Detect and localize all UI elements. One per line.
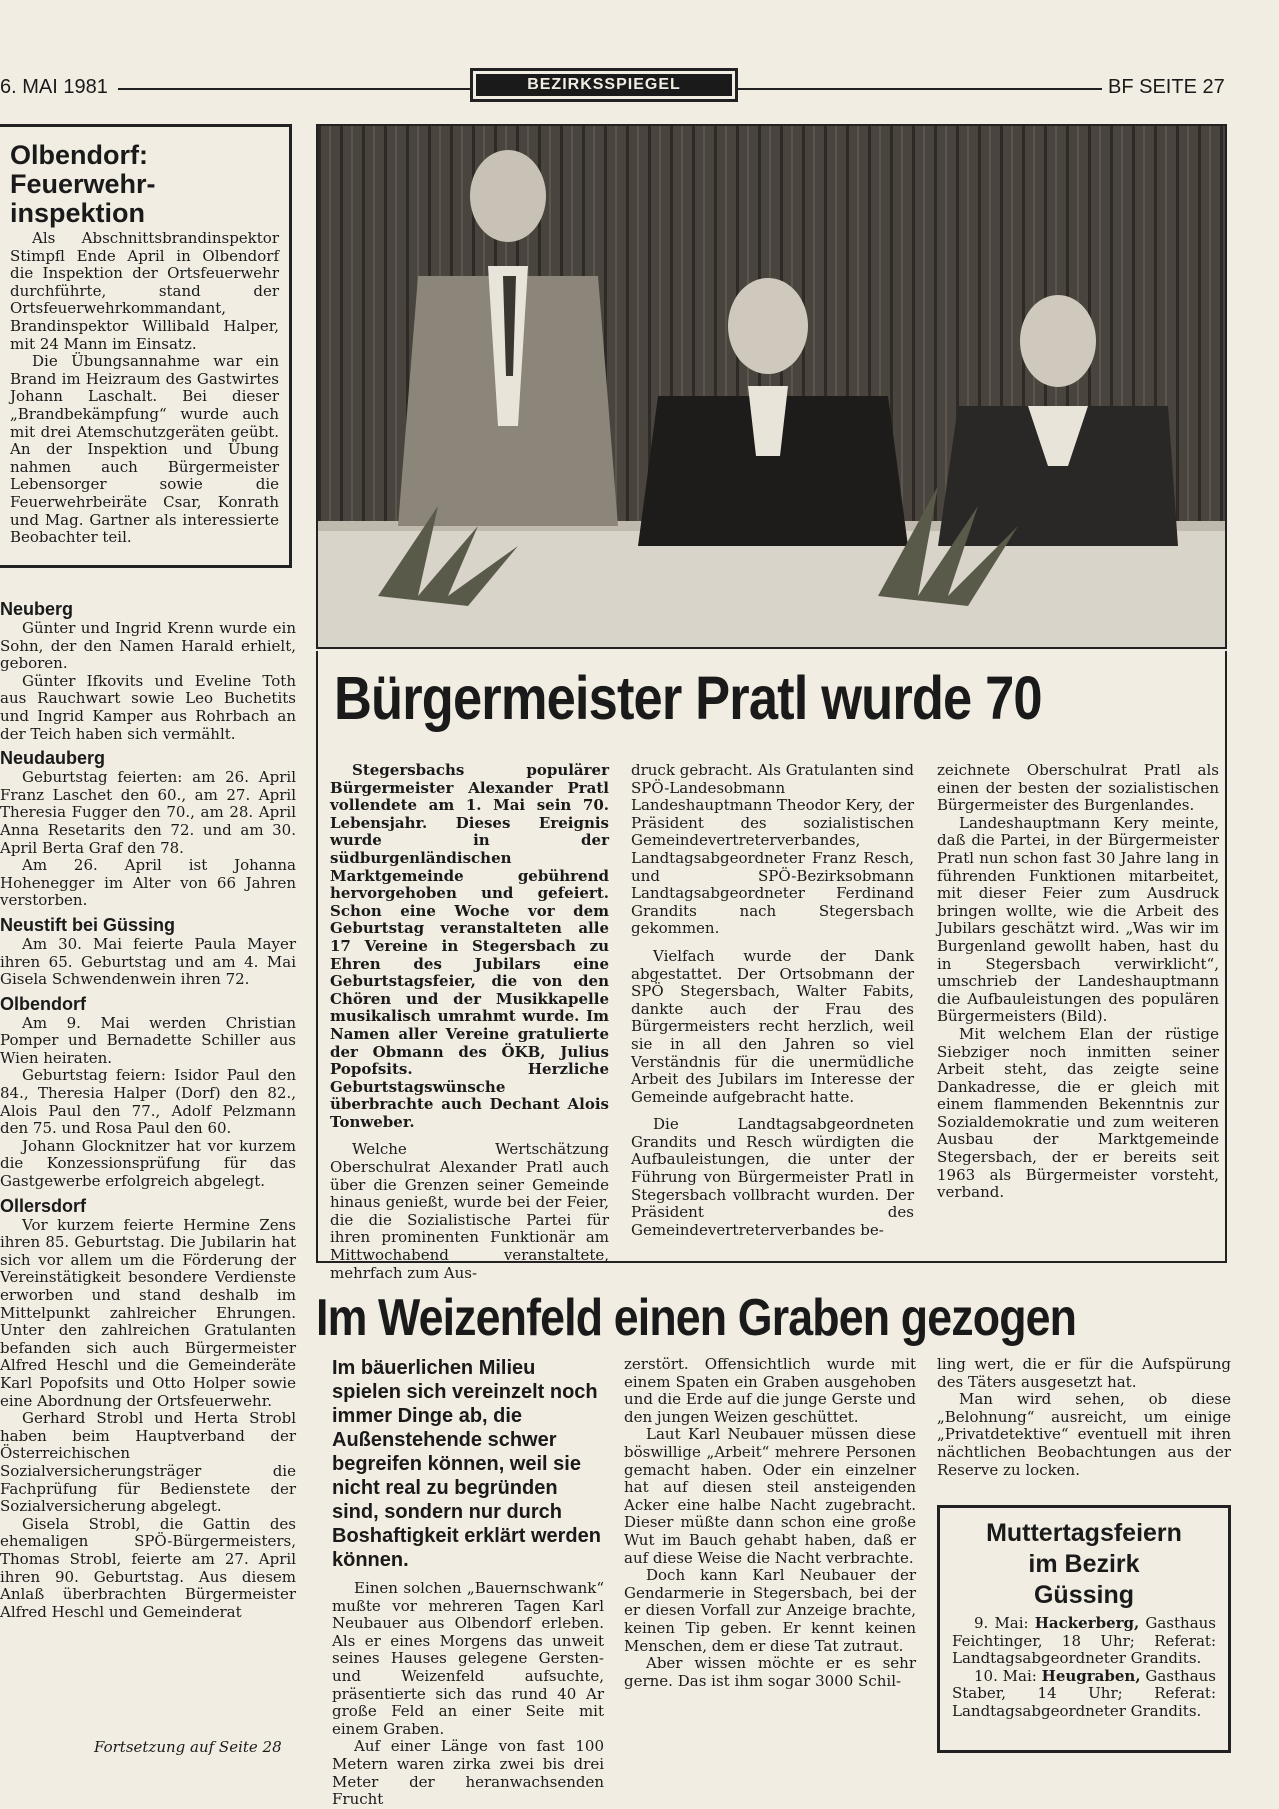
header-rule-left bbox=[118, 88, 470, 90]
section-title-neudauberg: Neudauberg bbox=[0, 748, 106, 769]
weizen-lead: Im bäuerlichen Milieu spielen sich vereinzelt noch immer Dinge ab, die Außenstehende schwer begreifen können, weil sie nicht real zu begründen sind, sondern nur durch Boshaftigkeit erklärt werden können. bbox=[332, 1357, 601, 1571]
news-paragraph: Günter Ifkovits und Eveline Toth aus Rauchwart sowie Leo Buchetits und Ingrid Kamper aus Rohrbach an der Teich haben sich vermählt. bbox=[0, 671, 296, 743]
continuation-note: Fortsetzung auf Seite 28 bbox=[94, 1738, 282, 1756]
pratl-column-2 bbox=[631, 762, 914, 1239]
weizen-paragraph: Laut Karl Neubauer müssen diese böswillige „Arbeit“ mehrere Personen gemacht haben. Oder ein einzelner hat auf diesen steil ansteigenden Acker eine halbe Nacht zugebracht. Dieser müßte dann schon eine große Wut im Bauch gehabt haben, daß er auf diese Weise die Nacht verbrachte. bbox=[624, 1425, 916, 1567]
muttertag-item: 10. Mai: Heugraben, Gasthaus Staber, 14 Uhr; Referat: Landtagsabgeordneter Grandits. bbox=[952, 1666, 1216, 1720]
pratl-paragraph: Welche Wertschätzung Oberschulrat Alexander Pratl auch über die Grenzen seiner Gemeinde hinaus genießt, wurde bei der Feier, die die Sozialistische Partei für ihren prominenten Funktionär am Mittwochabend veranstaltete, mehrfach zum Aus- bbox=[330, 1140, 609, 1282]
section-title-olbendorf: Olbendorf bbox=[0, 993, 86, 1014]
news-paragraph: Am 26. April ist Johanna Hohenegger im Alter von 66 Jahren verstorben. bbox=[0, 856, 296, 910]
left-news-column bbox=[0, 598, 300, 1621]
olbendorf-box-paragraph: Die Übungsannahme war ein Brand im Heizraum des Gastwirtes Johann Laschalt. Bei dieser „Brandbekämpfung“ wurde auch mit drei Atemschutzgeräten geübt. An der Inspektion und Übung nahmen auch Bürgermeister Lebensorger sowie die Feuerwehrbeiräte Csar, Konrath und Mag. Gartner als interessierte Beobachter teil. bbox=[10, 352, 279, 547]
section-title-ollersdorf: Ollersdorf bbox=[0, 1195, 87, 1216]
page-number: BF SEITE 27 bbox=[1108, 76, 1225, 98]
section-title-neuberg: Neuberg bbox=[0, 599, 74, 619]
photo-illustration bbox=[318, 126, 1225, 647]
news-paragraph: Geburtstag feierten: am 26. April Franz Laschet den 60., am 27. April Theresia Fugger den 70., am 28. April Anna Resetarits den 72. und am 30. April Berta Graf den 78. bbox=[0, 768, 296, 857]
weizen-paragraph: Man wird sehen, ob diese „Belohnung“ ausreicht, um einige „Privatdetektive“ eventuell mit ihren nächtlichen Beobachtungen aus der Reserve zu locken. bbox=[937, 1390, 1231, 1479]
pratl-paragraph: Landeshauptmann Kery meinte, daß die Partei, in der Bürgermeister Pratl nun schon fast 30 Jahre lang in führenden Funktionen mitarbeitet, mit dieser Feier zum Ausdruck bringen wollte, wie die Arbeit des Jubilars geschätzt wird. „Was wir im Burgenland gewollt haben, hast du in Stegersbach verwirklicht“, umschrieb der Landeshauptmann die Aufbauleistungen des populären Bürgermeisters (Bild). bbox=[937, 813, 1219, 1026]
weizen-paragraph: Einen solchen „Bauernschwank“ mußte vor mehreren Tagen Karl Neubauer aus Olbendorf erleben. Als er eines Morgens das unweit seines Hauses gelegene Gersten- und Weizenfeld aufsuchte, präsentierte sich das rund 40 Ar große Feld an einer Seite mit einem Graben. bbox=[332, 1579, 604, 1738]
pratl-paragraph: druck gebracht. Als Gratulanten sind SPÖ-Landesobmann Landeshauptmann Theodor Kery, der Präsident des sozialistischen Gemeindevertreterverbandes, Landtagsabgeordneter Franz Resch, und SPÖ-Bezirksobmann Landtagsabgeordneter Ferdinand Grandits nach Stegersbach gekommen. bbox=[631, 761, 914, 938]
weizen-paragraph: Aber wissen möchte er es sehr gerne. Das ist ihm sogar 3000 Schil- bbox=[624, 1654, 916, 1690]
section-title-neustift: Neustift bei Güssing bbox=[0, 914, 176, 935]
olbendorf-feuerwehr-box bbox=[0, 124, 292, 568]
weizen-paragraph: Auf einer Länge von fast 100 Metern waren zirka zwei bis drei Meter der heranwachsenden Frucht bbox=[332, 1737, 604, 1809]
news-paragraph: Vor kurzem feierte Hermine Zens ihren 85. Geburtstag. Die Jubilarin hat sich vor allem um die Förderung der Vereinstätigkeit besondere Verdienste erworben und stand deshalb im Mittelpunkt zahlreicher Ehrungen. Unter den zahlreichen Gratulanten befanden sich auch Bürgermeister Alfred Heschl und die Gemeinderäte Karl Popofsits und Otto Holper sowie eine Abordnung der Ortsfeuerwehr. bbox=[0, 1215, 296, 1410]
weizen-paragraph: Doch kann Karl Neubauer der Gendarmerie in Stegersbach, bei der er diesen Vorfall zur Anzeige brachte, keinen Tip geben. Er kennt keinen Menschen, dem er diese Tat zutraut. bbox=[624, 1566, 916, 1655]
pratl-headline: Bürgermeister Pratl wurde 70 bbox=[334, 664, 1042, 732]
section-label: BEZIRKSSPIEGEL bbox=[476, 74, 732, 96]
muttertag-title: Muttertagsfeiern im Bezirk Güssing bbox=[986, 1519, 1182, 1609]
pratl-lead: Stegersbachs populärer Bürgermeister Alexander Pratl vollendete am 1. Mai sein 70. Lebensjahr. Dieses Ereignis wurde in der südburgenländischen Marktgemeinde gebührend hervorgehoben und gefeiert. Schon eine Woche vor dem Geburtstag veranstalteten alle 17 Vereine in Stegersbach zu Ehren des Jubilars eine Geburtstagsfeier, die von den Chören und der Musikkapelle musikalisch umrahmt wurde. Im Namen aller Vereine gratulierte der Obmann des ÖKB, Julius Popofsits. Herzliche Geburtstagswünsche überbrachte auch Dechant Alois Tonweber. bbox=[330, 761, 609, 1131]
weizen-paragraph: ling wert, die er für die Aufspürung des Täters ausgesetzt hat. bbox=[937, 1355, 1231, 1391]
pratl-photo bbox=[316, 124, 1227, 649]
news-paragraph: Günter und Ingrid Krenn wurde ein Sohn, der den Namen Harald erhielt, geboren. bbox=[0, 619, 296, 673]
issue-date: 6. MAI 1981 bbox=[0, 76, 108, 98]
weizen-column-2 bbox=[624, 1356, 916, 1690]
pratl-paragraph: Mit welchem Elan der rüstige Siebziger noch inmitten seiner Arbeit steht, das zeigte seine Dankadresse, die er gleich mit einem flammenden Bekenntnis zur Sozialdemokratie und zum weiteren Ausbau der Marktgemeinde Stegersbach, der er bereits seit 1963 als Bürgermeister vorsteht, verband. bbox=[937, 1024, 1219, 1202]
pratl-paragraph: zeichnete Oberschulrat Pratl als einen der besten der sozialistischen Bürgermeister des Burgenlandes. bbox=[937, 761, 1219, 815]
news-paragraph: Am 30. Mai feierte Paula Mayer ihren 65. Geburtstag und am 4. Mai Gisela Schwendenwein ihren 72. bbox=[0, 934, 296, 989]
news-paragraph: Johann Glocknitzer hat vor kurzem die Konzessionsprüfung für das Gastgewerbe erfolgreich abgelegt. bbox=[0, 1136, 296, 1191]
weizen-column-1 bbox=[332, 1356, 604, 1809]
weizen-paragraph: zerstört. Offensichtlich wurde mit einem Spaten ein Graben ausgehoben und die Erde auf die junge Gerste und den jungen Weizen geschüttet. bbox=[624, 1355, 916, 1426]
news-paragraph: Am 9. Mai werden Christian Pomper und Bernadette Schiller aus Wien heiraten. bbox=[0, 1013, 296, 1067]
header-rule-right bbox=[738, 88, 1102, 90]
muttertag-box bbox=[937, 1505, 1231, 1753]
olbendorf-box-title: Olbendorf: Feuerwehr- inspektion bbox=[10, 140, 156, 228]
section-label-box bbox=[470, 68, 738, 102]
olbendorf-box-paragraph: Als Abschnittsbrandinspektor Stimpfl Ende April in Olbendorf die Inspektion der Ortsfeuerwehr durchführte, stand der Ortsfeuerwehrkommandant, Brandinspektor Willibald Halper, mit 24 Mann im Einsatz. bbox=[10, 229, 279, 353]
muttertag-item: 9. Mai: Hackerberg, Gasthaus Feichtinger, 18 Uhr; Referat: Landtagsabgeordneter Grandits. bbox=[952, 1614, 1216, 1668]
news-paragraph: Gerhard Strobl und Herta Strobl haben beim Hauptverband der Österreichischen Sozialversicherungsträger die Fachprüfung für Bedienstete der Sozialversicherung abgelegt. bbox=[0, 1409, 296, 1516]
news-paragraph: Gisela Strobl, die Gattin des ehemaligen SPÖ-Bürgermeisters, Thomas Strobl, feierte am 27. April ihren 90. Geburtstag. Aus diesem Anlaß überbrachten Bürgermeister Alfred Heschl und Gemeinderat bbox=[0, 1514, 296, 1621]
weizen-headline: Im Weizenfeld einen Graben gezogen bbox=[316, 1289, 1077, 1347]
pratl-paragraph: Vielfach wurde der Dank abgestattet. Der Ortsobmann der SPÖ Stegersbach, Walter Fabits, dankte auch der Frau des Bürgermeisters recht herzlich, weil sie in all den Jahren so viel Verständnis für die unermüdliche Arbeit des Jubilars im Interesse der Gemeinde aufgebracht hatte. bbox=[631, 946, 914, 1106]
weizen-column-3 bbox=[937, 1356, 1231, 1479]
pratl-column-3 bbox=[937, 762, 1219, 1202]
pratl-paragraph: Die Landtagsabgeordneten Grandits und Resch würdigten die Aufbauleistungen, die unter der Führung von Bürgermeister Pratl in Stegersbach vollbracht wurden. Der Präsident des Gemeindevertreterverbandes be- bbox=[631, 1115, 914, 1239]
news-paragraph: Geburtstag feiern: Isidor Paul den 84., Theresia Halper (Dorf) den 82., Alois Paul den 77., Adolf Pelzmann den 75. und Rosa Paul den 60. bbox=[0, 1066, 296, 1138]
pratl-column-1 bbox=[330, 762, 609, 1282]
